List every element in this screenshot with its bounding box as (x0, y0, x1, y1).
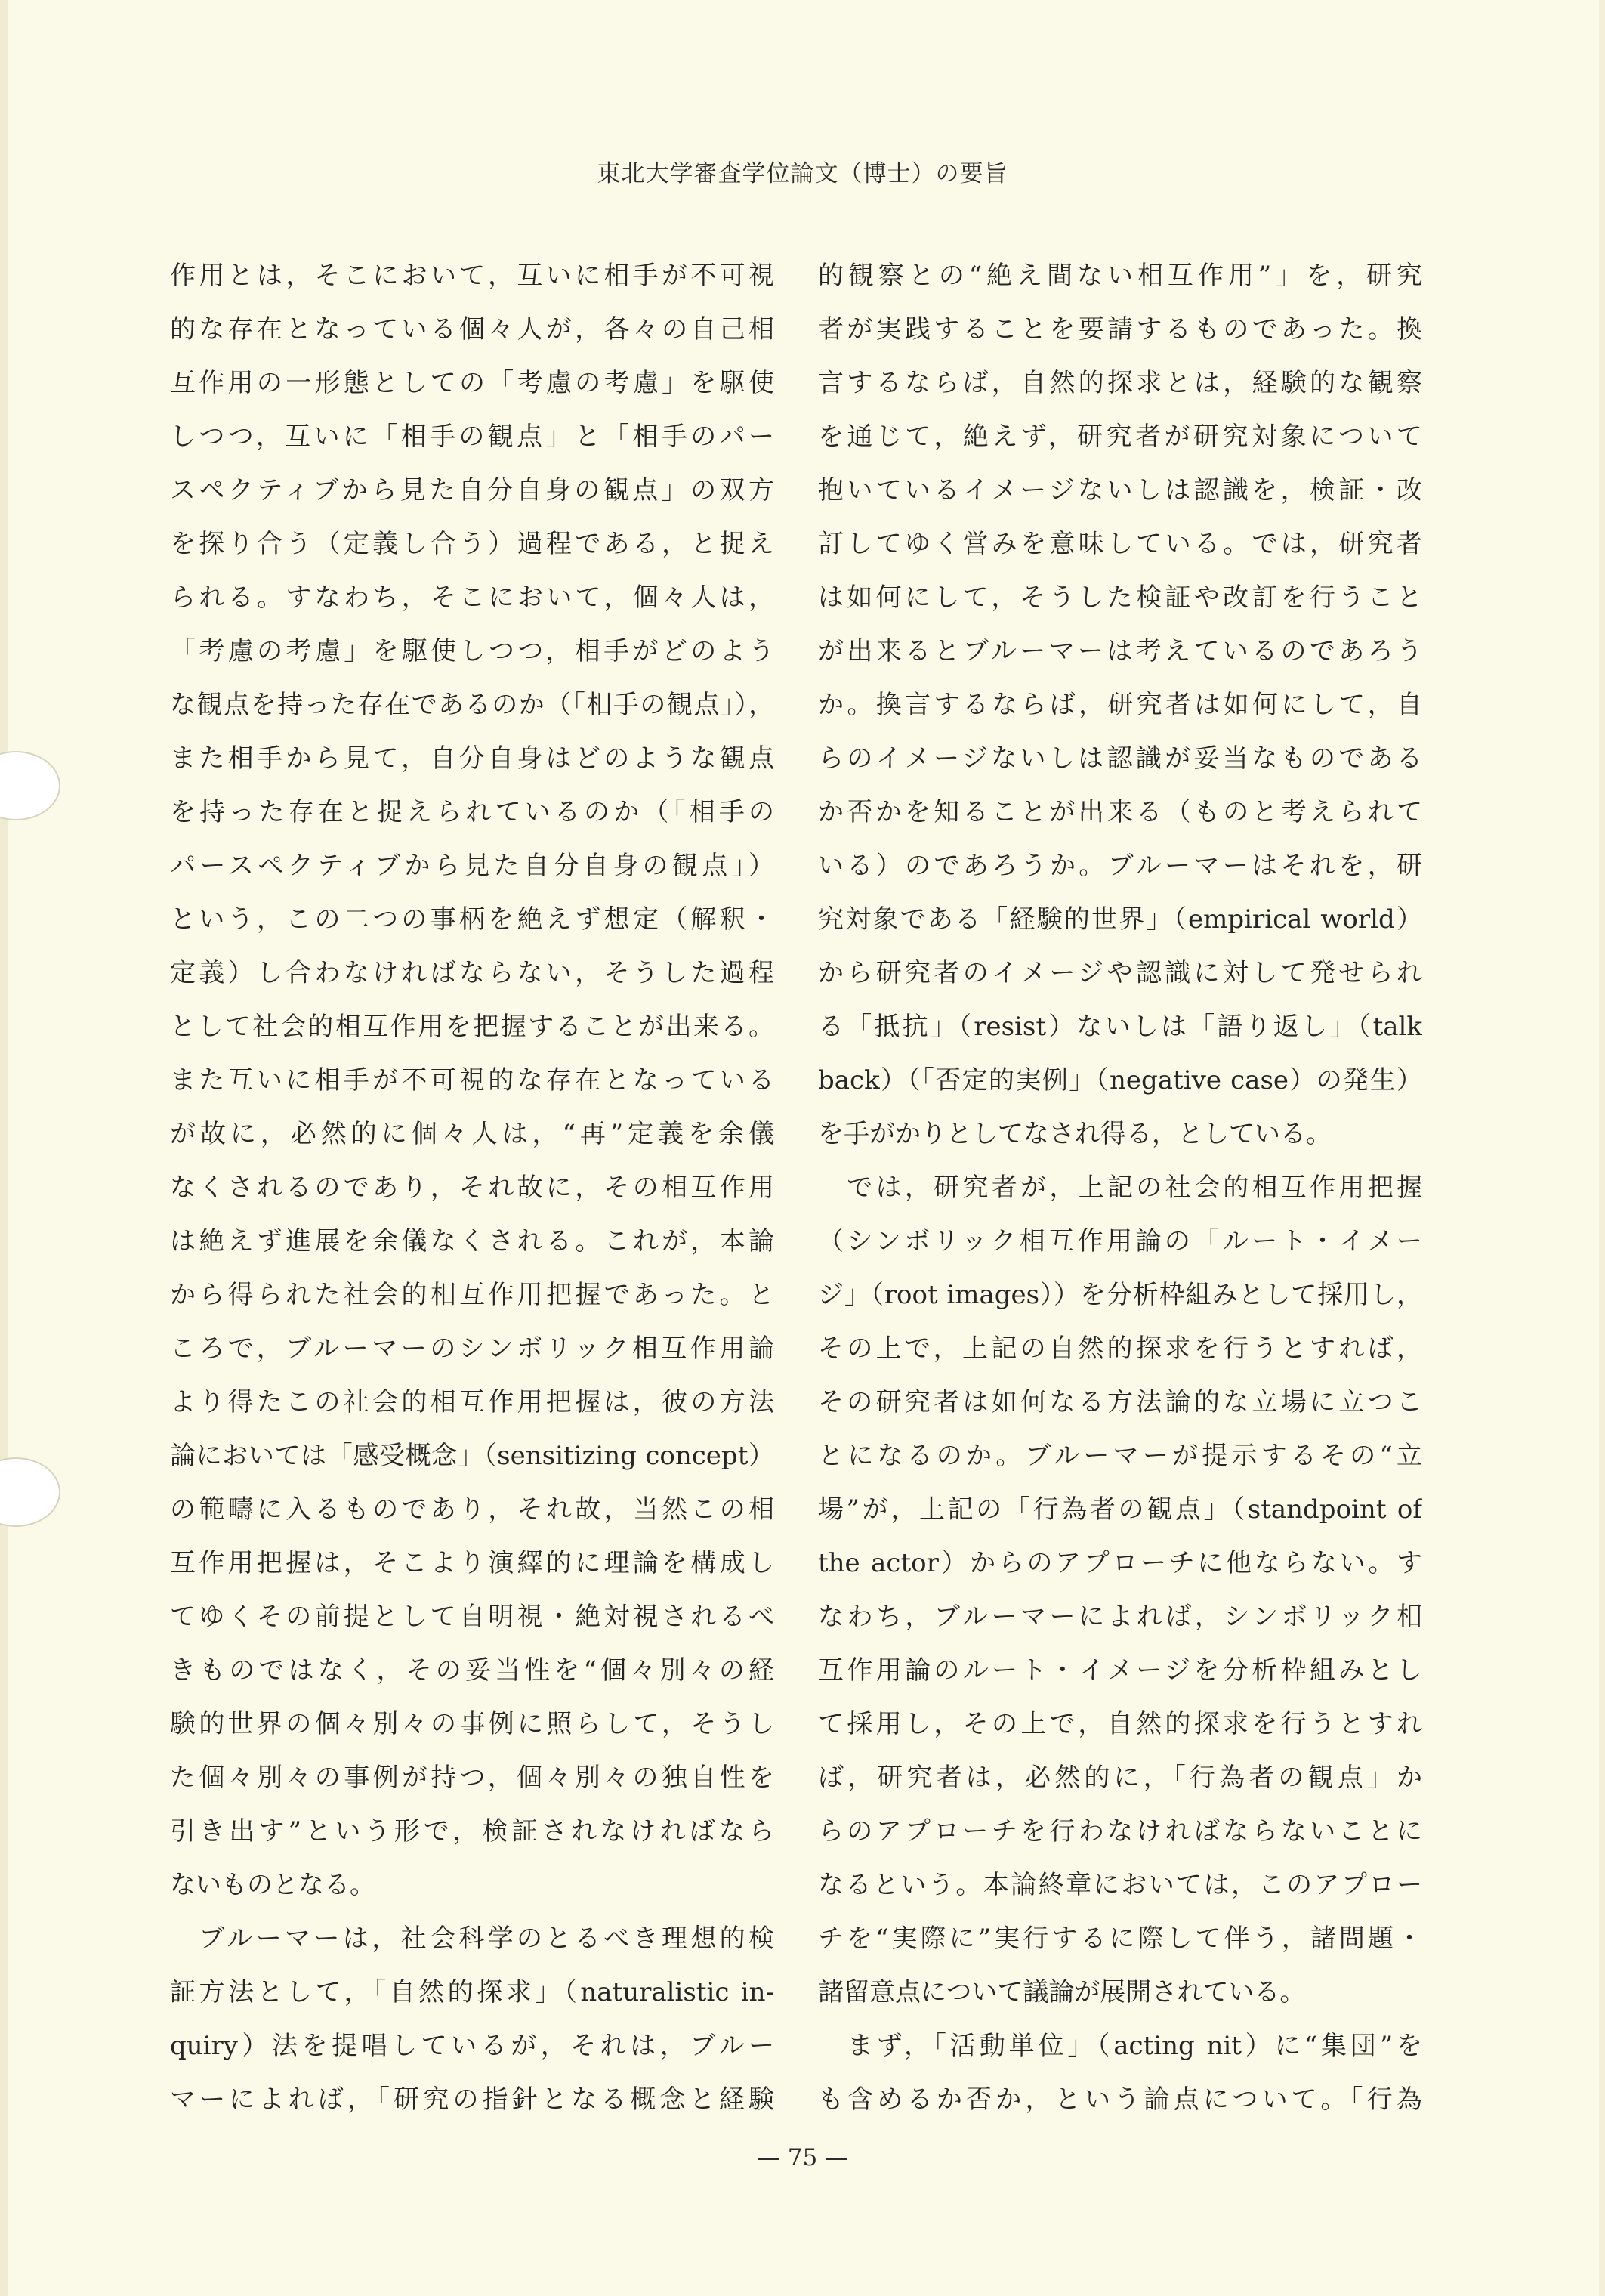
text-line: ブルーマーは，社会科学のとるべき理想的検 (170, 1924, 774, 1954)
text-line: back）（「否定的実例」（negative case）の発生） (818, 1065, 1422, 1095)
text-line: は絶えず進展を余儀なくされる。これが，本論 (170, 1226, 774, 1256)
left-text-column (170, 249, 774, 2127)
text-line: て採用し，その上で，自然的探求を行うとすれ (818, 1709, 1422, 1739)
text-line: 験的世界の個々別々の事例に照らして，そうし (170, 1709, 774, 1739)
text-line: た個々別々の事例が持つ，個々別々の独自性を (170, 1763, 774, 1793)
text-line: 訂してゆく営みを意味している。では，研究者 (818, 529, 1422, 559)
text-line: その上で，上記の自然的探求を行うとすれば， (818, 1333, 1422, 1364)
text-line: スペクティブから見た自分自身の観点」の双方 (170, 475, 774, 505)
text-line: を手がかりとしてなされ得る，としている。 (818, 1119, 1332, 1149)
text-line: まず，「活動単位」（acting nit）に“集団”を (818, 2031, 1422, 2061)
text-line: quiry）法を提唱しているが，それは，ブルー (170, 2031, 774, 2061)
text-line: ば，研究者は，必然的に，「行為者の観点」か (818, 1763, 1422, 1793)
text-line: として社会的相互作用を把握することが出来る。 (170, 1012, 774, 1042)
text-line: その研究者は如何なる方法論的な立場に立つこ (818, 1387, 1422, 1417)
text-line: らのイメージないしは認識が妥当なものである (818, 743, 1422, 774)
text-line: も含めるか否か，という論点について。「行為 (818, 2084, 1422, 2115)
text-line: られる。すなわち，そこにおいて，個々人は， (170, 582, 774, 613)
text-line: では，研究者が，上記の社会的相互作用把握 (818, 1173, 1422, 1203)
text-line: ないものとなる。 (170, 1870, 375, 1900)
text-line: 作用とは，そこにおいて，互いに相手が不可視 (170, 261, 774, 291)
text-line: なるという。本論終章においては，このアプロー (818, 1870, 1422, 1900)
text-line: 者が実践することを要請するものであった。換 (818, 314, 1422, 345)
text-line: から得られた社会的相互作用把握であった。と (170, 1280, 774, 1310)
text-line: なくされるのであり，それ故に，その相互作用 (170, 1173, 774, 1203)
page-number: — 75 — (756, 2144, 849, 2171)
text-line: を持った存在と捉えられているのか（「相手の (170, 797, 774, 827)
text-line: 引き出す”という形で，検証されなければなら (170, 1816, 774, 1846)
text-line: 定義）し合わなければならない，そうした過程 (170, 958, 774, 988)
punch-hole-lower (0, 1457, 60, 1527)
text-line: の範疇に入るものであり，それ故，当然この相 (170, 1494, 774, 1525)
text-line: いる）のであろうか。ブルーマーはそれを，研 (818, 851, 1422, 881)
text-line: を探り合う（定義し合う）過程である，と捉え (170, 529, 774, 559)
text-line: 互作用の一形態としての「考慮の考慮」を駆使 (170, 368, 774, 398)
text-line: なわち，ブルーマーによれば，シンボリック相 (818, 1602, 1422, 1632)
text-line: が出来るとブルーマーは考えているのであろう (818, 636, 1422, 666)
text-line: パースペクティブから見た自分自身の観点」） (170, 851, 774, 881)
text-line: 互作用論のルート・イメージを分析枠組みとし (818, 1655, 1422, 1686)
text-line: らのアプローチを行わなければならないことに (818, 1816, 1422, 1846)
text-line: か。換言するならば，研究者は如何にして，自 (818, 690, 1422, 720)
running-header: 東北大学審査学位論文（博士）の要旨 (597, 160, 1008, 187)
text-line: か否かを知ることが出来る（ものと考えられて (818, 797, 1422, 827)
text-line: る「抵抗」（resist）ないしは「語り返し」（talk (818, 1012, 1422, 1042)
page-right-edge (1599, 0, 1605, 2296)
text-line: より得たこの社会的相互作用把握は，彼の方法 (170, 1387, 774, 1417)
text-line: は如何にして，そうした検証や改訂を行うこと (818, 582, 1422, 613)
text-line: チを“実際に”実行するに際して伴う，諸問題・ (818, 1924, 1422, 1954)
text-line: 証方法として，「自然的探求」（naturalistic in- (170, 1977, 774, 2007)
text-line: マーによれば，「研究の指針となる概念と経験 (170, 2084, 774, 2115)
text-line: 「考慮の考慮」を駆使しつつ，相手がどのよう (170, 636, 774, 666)
text-line: ころで，ブルーマーのシンボリック相互作用論 (170, 1333, 774, 1364)
punch-hole-upper (0, 751, 60, 820)
text-line: しつつ，互いに「相手の観点」と「相手のパー (170, 422, 774, 452)
text-line: 言するならば，自然的探求とは，経験的な観察 (818, 368, 1422, 398)
text-line: また相手から見て，自分自身はどのような観点 (170, 743, 774, 774)
text-line: 抱いているイメージないしは認識を，検証・改 (818, 475, 1422, 505)
text-line: 互作用把握は，そこより演繹的に理論を構成し (170, 1548, 774, 1578)
text-line: 諸留意点について議論が展開されている。 (818, 1977, 1306, 2007)
page-left-edge (0, 0, 8, 2296)
text-line: 究対象である「経験的世界」（empirical world） (818, 904, 1422, 935)
text-line: が故に，必然的に個々人は，“再”定義を余儀 (170, 1119, 774, 1149)
text-line: the actor）からのアプローチに他ならない。す (818, 1548, 1422, 1578)
text-line: 的な存在となっている個々人が，各々の自己相 (170, 314, 774, 345)
right-text-column (818, 249, 1422, 2127)
text-line: てゆくその前提として自明視・絶対視されるべ (170, 1602, 774, 1632)
text-line: とになるのか。ブルーマーが提示するその“立 (818, 1441, 1422, 1471)
text-line: きものではなく，その妥当性を“個々別々の経 (170, 1655, 774, 1686)
text-line: 論においては「感受概念」（sensitizing concept） (170, 1441, 774, 1471)
text-line: な観点を持った存在であるのか（「相手の観点」）， (170, 690, 774, 720)
text-line: また互いに相手が不可視的な存在となっている (170, 1065, 774, 1095)
text-line: （シンボリック相互作用論の「ルート・イメー (818, 1226, 1422, 1256)
text-line: 的観察との“絶え間ない相互作用”」を，研究 (818, 261, 1422, 291)
text-line: から研究者のイメージや認識に対して発せられ (818, 958, 1422, 988)
text-line: を通じて，絶えず，研究者が研究対象について (818, 422, 1422, 452)
text-line: ジ」（root images））を分析枠組みとして採用し， (818, 1280, 1422, 1310)
text-line: 場”が，上記の「行為者の観点」（standpoint of (818, 1494, 1422, 1525)
text-line: という，この二つの事柄を絶えず想定（解釈・ (170, 904, 774, 935)
